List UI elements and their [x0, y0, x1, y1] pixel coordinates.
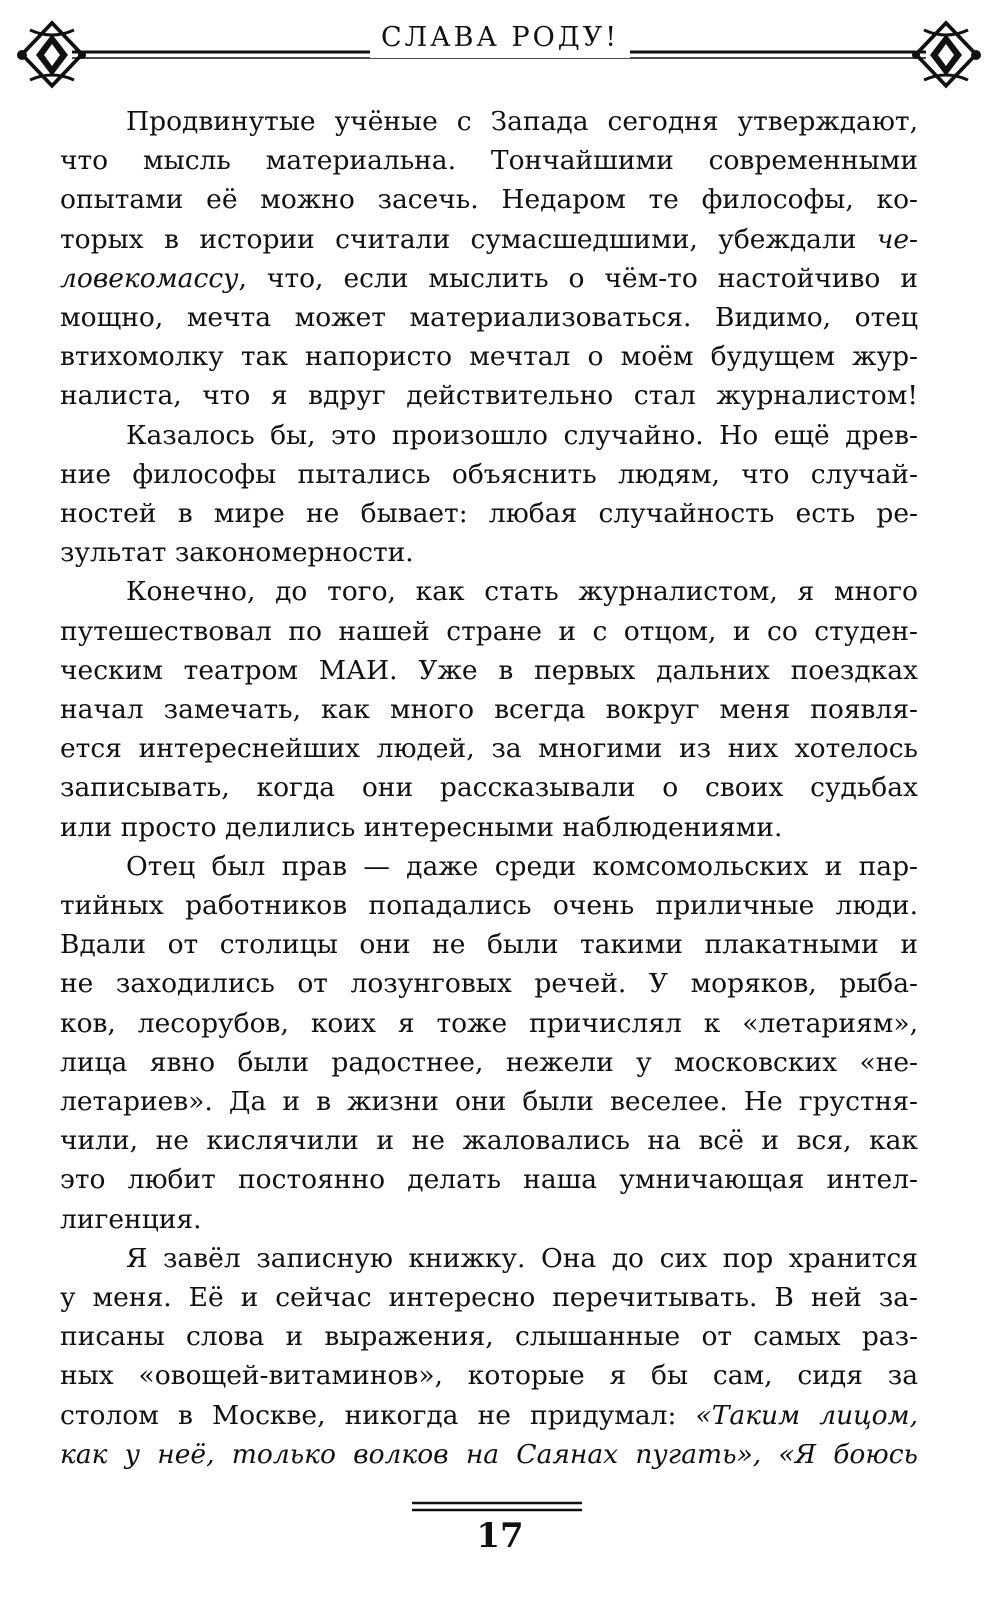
- footer-rules: [0, 1500, 1000, 1516]
- text-run: Отец был прав — даже среди комсомольских и пар-: [126, 850, 918, 882]
- text-line: [60, 337, 918, 377]
- text-line: [60, 259, 918, 299]
- text-run: налиста, что я вдруг действительно стал журналистом!: [60, 380, 918, 412]
- text-line: [60, 808, 918, 848]
- text-run: ностей в мире не бывает: любая случайность есть ре-: [60, 498, 918, 529]
- text-line: [60, 494, 918, 534]
- text-line: [60, 1082, 918, 1122]
- text-run: ных «овощей-витаминов», которые я бы сам, сидя за: [60, 1360, 918, 1392]
- text-line: [60, 964, 918, 1004]
- text-line: [60, 1200, 918, 1240]
- page-number: 17: [476, 1516, 524, 1556]
- text-run: ется интереснейших людей, за многими из них хотелось: [60, 733, 918, 765]
- text-run: начал замечать, как много всегда вокруг меня появля-: [60, 694, 918, 725]
- text-line: [60, 729, 918, 769]
- text-run: или просто делились интересными наблюдениями.: [60, 811, 783, 843]
- text-run: ков, лесорубов, коих я тоже причислял к «летариям»,: [60, 1007, 918, 1039]
- text-run: не заходились от лозунговых речей. У моряков, рыба-: [60, 968, 918, 1000]
- italic-text-run: че-: [876, 223, 918, 255]
- text-line: [60, 1435, 918, 1475]
- text-run: зультат закономерности.: [60, 537, 414, 569]
- text-run: записывать, когда они рассказывали о своих судьбах: [60, 772, 918, 804]
- text-run: Вдали от столицы они не были такими плакатными и: [60, 929, 918, 961]
- text-line: [126, 102, 918, 142]
- text-line: [60, 180, 918, 220]
- text-line: [60, 298, 918, 338]
- text-run: Я завёл записную книжку. Она до сих пор хранится: [126, 1242, 918, 1274]
- text-run: лигенция.: [60, 1203, 202, 1235]
- text-line: [126, 1239, 918, 1279]
- text-run: Казалось бы, это произошло случайно. Но ещё древ-: [126, 419, 918, 451]
- italic-text-run: как у неё, только волков на Саянах пугать», «Я боюсь: [60, 1438, 918, 1470]
- text-line: [126, 847, 918, 887]
- text-line: [60, 533, 918, 573]
- text-run: это любит постоянно делать наша умничающая интел-: [60, 1164, 918, 1196]
- running-header: [0, 0, 1000, 90]
- text-line: [60, 1356, 918, 1396]
- text-line: [60, 1004, 918, 1044]
- text-run: ние философы пытались объяснить людям, что случай-: [60, 458, 918, 490]
- text-line: [60, 1121, 918, 1161]
- text-line: [60, 768, 918, 808]
- text-run: торых в истории считали сумасшедшими, убеждали: [60, 223, 877, 255]
- text-line: [126, 572, 918, 612]
- text-run: опытами её можно засечь. Недаром те философы, ко-: [60, 184, 918, 216]
- text-run: мощно, мечта может материализоваться. Видимо, отец: [60, 302, 918, 333]
- text-line: [60, 925, 918, 965]
- text-run: летариев». Да и в жизни они были веселее. Не грустня-: [60, 1086, 918, 1117]
- text-line: [60, 376, 918, 416]
- text-run: чили, не кислячили и не жаловались на всё и вся, как: [60, 1125, 918, 1157]
- text-run: путешествовал по нашей стране и с отцом, и со студен-: [60, 615, 918, 647]
- text-line: [60, 1317, 918, 1357]
- text-line: [126, 416, 918, 456]
- text-run: , что, если мыслить о чём-то настойчиво и: [238, 262, 918, 294]
- text-run: столом в Москве, никогда не придумал:: [60, 1399, 696, 1431]
- text-line: [60, 1160, 918, 1200]
- text-line: [60, 886, 918, 926]
- text-line: [60, 455, 918, 495]
- text-run: писаны слова и выражения, слышанные от самых раз-: [60, 1321, 918, 1353]
- text-run: лица явно были радостнее, нежели у московских «не-: [60, 1046, 918, 1078]
- text-run: тийных работников попадались очень приличные люди.: [60, 890, 918, 921]
- text-run: Конечно, до того, как стать журналистом, я много: [126, 576, 918, 608]
- text-line: [60, 141, 918, 181]
- text-run: втихомолку так напористо мечтал о моём будущем жур-: [60, 341, 918, 373]
- text-line: [60, 1278, 918, 1318]
- text-run: Продвинутые учёные с Запада сегодня утверждают,: [126, 106, 918, 137]
- italic-text-run: ловекомассу: [60, 262, 239, 294]
- text-line: [60, 612, 918, 652]
- text-line: [60, 690, 918, 730]
- text-run: ческим театром МАИ. Уже в первых дальних поездках: [60, 654, 918, 686]
- text-line: [60, 220, 918, 260]
- text-line: [60, 1396, 918, 1436]
- italic-text-run: «Таким лицом,: [695, 1399, 918, 1431]
- text-run: что мысль материальна. Тончайшими современными: [60, 145, 918, 177]
- running-title: СЛАВА РОДУ!: [380, 22, 620, 53]
- text-run: у меня. Её и сейчас интересно перечитывать. В ней за-: [60, 1282, 918, 1313]
- text-line: [60, 1043, 918, 1083]
- text-line: [60, 651, 918, 691]
